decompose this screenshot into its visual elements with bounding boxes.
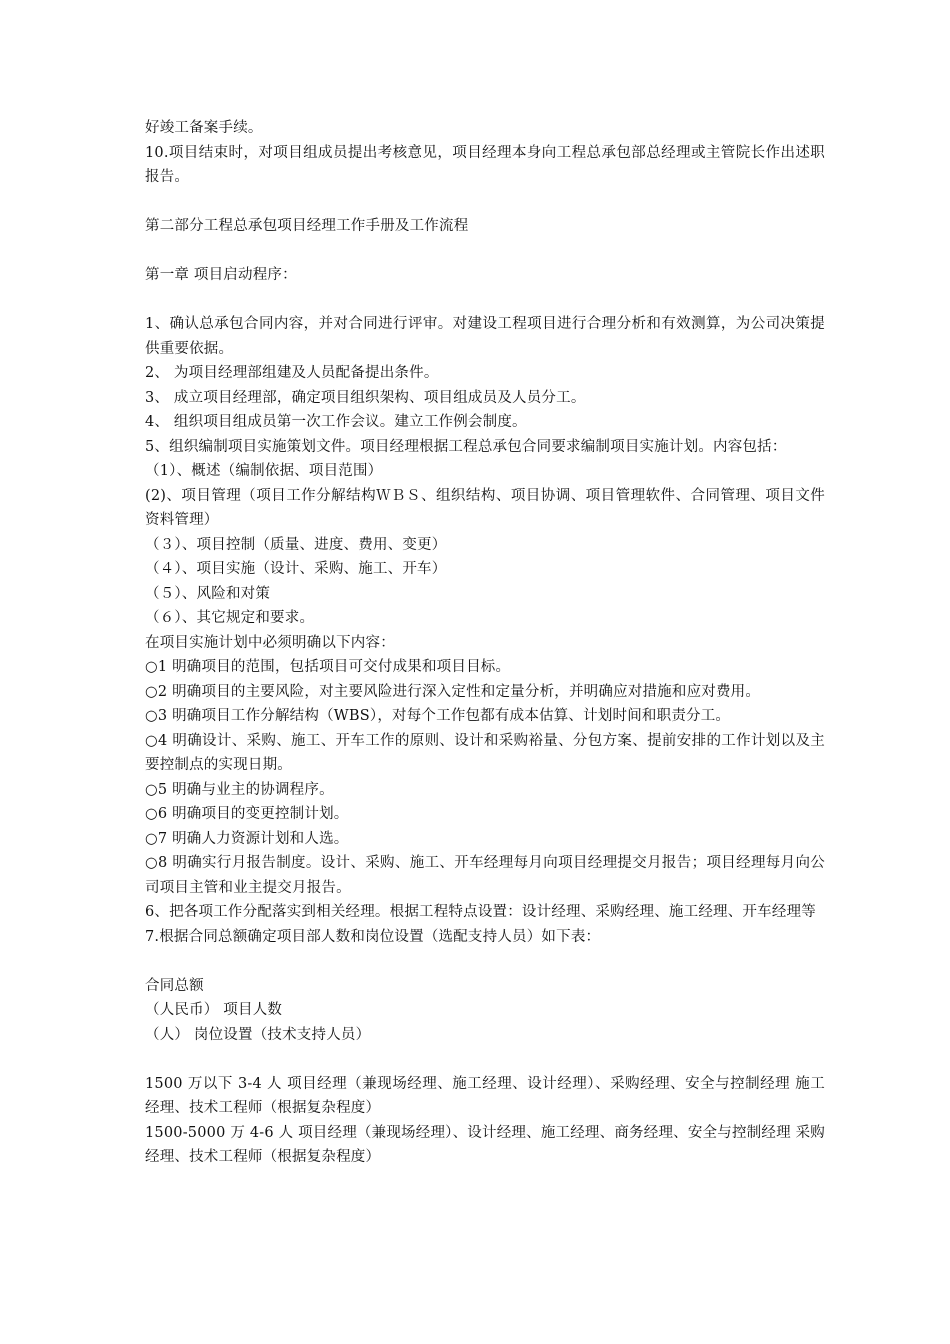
document-page <box>145 116 825 1170</box>
list-item: ○1 明确项目的范围，包括项目可交付成果和项目目标。 <box>145 659 511 675</box>
blank-line <box>145 239 825 264</box>
list-item: （６）、其它规定和要求。 <box>145 610 315 626</box>
list-item: （４）、项目实施（设计、采购、施工、开车） <box>145 561 447 577</box>
list-item: （1）、概述（编制依据、项目范围） <box>145 463 383 479</box>
text-line: 好竣工备案手续。 <box>145 120 263 136</box>
list-item: ○6 明确项目的变更控制计划。 <box>145 806 349 822</box>
table-header-line: （人） 岗位设置（技术支持人员） <box>145 1026 371 1043</box>
chapter-heading: 第一章 项目启动程序： <box>145 267 297 283</box>
table-row: 1500 万以下 3-4 人 项目经理（兼现场经理、施工经理、设计经理）、采购经理、安全与控制经理 施工经理、技术工程师（根据复杂程度） <box>145 1075 825 1116</box>
table-header-line: （人民币） 项目人数 <box>145 1002 283 1018</box>
list-item: ○5 明确与业主的协调程序。 <box>145 781 334 798</box>
blank-line <box>145 949 825 974</box>
blank-line <box>145 190 825 215</box>
text-line: 7.根据合同总额确定项目部人数和岗位设置（选配支持人员）如下表： <box>145 928 601 945</box>
text-line: 在项目实施计划中必须明确以下内容： <box>145 634 395 651</box>
list-item: ○4 明确设计、采购、施工、开车工作的原则、设计和采购裕量、分包方案、提前安排的工作计划以及主要控制点的实现日期。 <box>145 732 825 773</box>
list-item: ○3 明确项目工作分解结构（WBS），对每个工作包都有成本估算、计划时间和职责分工。 <box>145 708 731 724</box>
text-line: 10.项目结束时，对项目组成员提出考核意见，项目经理本身向工程总承包部总经理或主管院长作出述职报告。 <box>145 144 825 185</box>
table-header-line: 合同总额 <box>145 977 204 994</box>
section-heading: 第二部分工程总承包项目经理工作手册及工作流程 <box>145 218 469 234</box>
text-line: 3、 成立项目经理部，确定项目组织架构、项目组成员及人员分工。 <box>145 389 586 406</box>
list-item: （５）、风险和对策 <box>145 585 271 602</box>
text-line: 6、把各项工作分配落实到相关经理。根据工程特点设置：设计经理、采购经理、施工经理、开车经理等 <box>145 904 816 920</box>
list-item: (2)、项目管理（项目工作分解结构ＷＢＳ、组织结构、项目协调、项目管理软件、合同管理、项目文件资料管理） <box>145 487 825 528</box>
text-line: 4、 组织项目组成员第一次工作会议。建立工作例会制度。 <box>145 414 527 430</box>
list-item: （３）、项目控制（质量、进度、费用、变更） <box>145 536 447 553</box>
text-line: 2、 为项目经理部组建及人员配备提出条件。 <box>145 365 439 381</box>
blank-line <box>145 1047 825 1072</box>
table-row: 1500-5000 万 4-6 人 项目经理（兼现场经理）、设计经理、施工经理、商务经理、安全与控制经理 采购经理、技术工程师（根据复杂程度） <box>145 1124 825 1165</box>
list-item: ○8 明确实行月报告制度。设计、采购、施工、开车经理每月向项目经理提交月报告；项目经理每月向公司项目主管和业主提交月报告。 <box>145 855 825 896</box>
blank-line <box>145 288 825 313</box>
list-item: ○2 明确项目的主要风险，对主要风险进行深入定性和定量分析，并明确应对措施和应对费用。 <box>145 683 761 700</box>
list-item: ○7 明确人力资源计划和人选。 <box>145 830 349 847</box>
text-line: 5、组织编制项目实施策划文件。项目经理根据工程总承包合同要求编制项目实施计划。内容包括： <box>145 438 787 455</box>
text-line: 1、确认总承包合同内容，并对合同进行评审。对建设工程项目进行合理分析和有效测算，为公司决策提供重要依据。 <box>145 316 825 357</box>
